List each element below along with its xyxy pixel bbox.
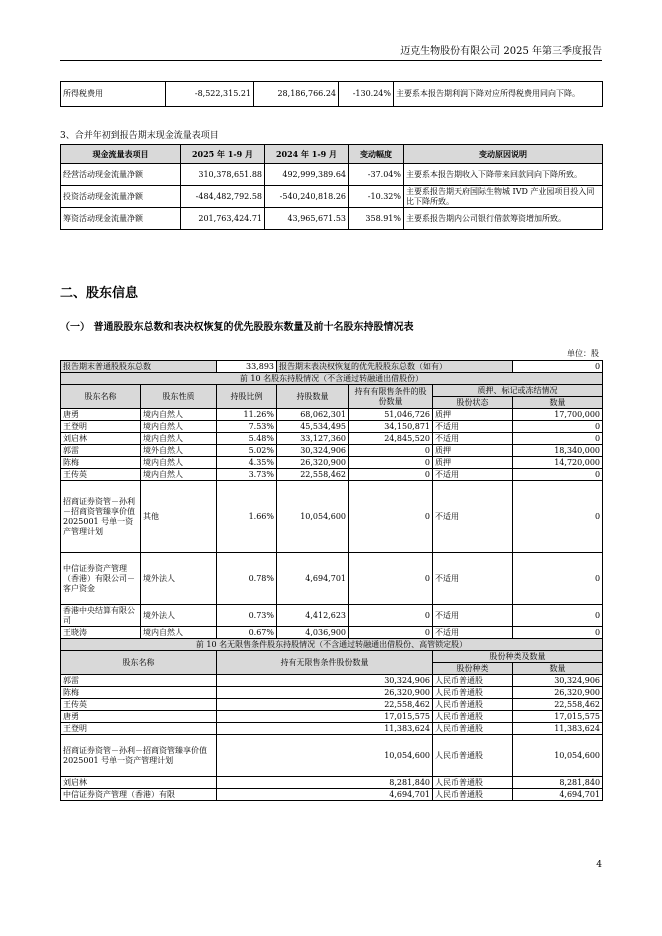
page-number: 4 [596,860,602,870]
type-cell: 人民币普通股 [433,723,513,735]
ratio-cell: 0.67% [217,627,277,639]
subsection-title: （一） 普通股股东总数和表决权恢复的优先股股东数量及前十名股东持股情况表 [60,322,414,333]
qty-cell: 17,015,575 [513,711,603,723]
item-cell: 投资活动现金流量净额 [61,186,181,208]
status-cell: 不适用 [433,433,513,445]
table-row [61,469,603,481]
status-cell: 不适用 [433,481,513,553]
nature-cell: 境外法人 [141,553,217,605]
table-header-row [61,651,603,663]
restricted-cell: 0 [349,553,433,605]
prior-cell: 28,186,766.24 [254,82,339,107]
qty-cell: 0 [513,553,603,605]
name-cell: 陈梅 [61,687,217,699]
type-cell: 人民币普通股 [433,711,513,723]
income-tax-table [60,81,603,107]
table-row [61,421,603,433]
table-section-row [61,373,603,385]
reason-cell: 主要系本报告期收入下降带来回款同向下降所致。 [404,164,603,186]
table-header-row [61,385,603,397]
shares-cell: 26,320,900 [277,457,349,469]
header-cell: 质押、标记或冻结情况 [433,385,603,397]
qty-cell: 30,324,906 [513,675,603,687]
nature-cell: 境内自然人 [141,409,217,421]
qty-cell: 8,281,840 [513,777,603,789]
current-cell: 201,763,424.71 [181,208,265,230]
qty-cell: 17,700,000 [513,409,603,421]
header-cell: 持有有限售条件的股份数量 [349,385,433,409]
type-cell: 人民币普通股 [433,699,513,711]
shares-cell: 33,127,360 [277,433,349,445]
preferred-holders-value: 0 [513,361,603,373]
name-cell: 王晓涛 [61,627,141,639]
table-row [61,164,603,186]
restricted-cell: 0 [349,605,433,627]
name-cell: 郭雷 [61,445,141,457]
name-cell: 中信证券资产管理（香港）有限 [61,789,217,801]
current-cell: 310,378,651.88 [181,164,265,186]
qty-cell: 0 [513,481,603,553]
shares-cell: 10,054,600 [277,481,349,553]
shareholder-table [60,360,603,801]
ratio-cell: 0.78% [217,553,277,605]
table-row [61,481,603,553]
shares-cell: 10,054,600 [217,735,433,777]
restricted-cell: 0 [349,481,433,553]
nature-cell: 境外自然人 [141,445,217,457]
qty-cell: 26,320,900 [513,687,603,699]
header-cell: 持股比例 [217,385,277,409]
nature-cell: 境外法人 [141,605,217,627]
table-row [61,711,603,723]
qty-cell: 0 [513,421,603,433]
qty-cell: 0 [513,605,603,627]
change-cell: -130.24% [339,82,394,107]
header-cell: 变动原因说明 [404,145,603,164]
shares-cell: 45,534,495 [277,421,349,433]
table-row [61,553,603,605]
item-cell: 所得税费用 [61,82,166,107]
item-cell: 经营活动现金流量净额 [61,164,181,186]
shares-cell: 26,320,900 [217,687,433,699]
name-cell: 刘启林 [61,433,141,445]
table-row [61,457,603,469]
header-cell: 股份种类 [433,663,513,675]
change-cell: 358.91% [349,208,404,230]
qty-cell: 4,694,701 [513,789,603,801]
table-row [61,409,603,421]
ratio-cell: 7.53% [217,421,277,433]
name-cell: 招商证券资管－孙利－招商资管臻享价值2025001 号单一资产管理计划 [61,481,141,553]
table-row [61,433,603,445]
table-header-row [61,145,603,164]
header-cell: 股东性质 [141,385,217,409]
prior-cell: -540,240,818.26 [265,186,349,208]
ratio-cell: 3.73% [217,469,277,481]
name-cell: 唐勇 [61,711,217,723]
type-cell: 人民币普通股 [433,789,513,801]
table-row [61,675,603,687]
prior-cell: 43,965,671.53 [265,208,349,230]
shares-cell: 17,015,575 [217,711,433,723]
table-row [61,82,603,107]
table-row [61,777,603,789]
status-cell: 不适用 [433,469,513,481]
ratio-cell: 11.26% [217,409,277,421]
table-row [61,605,603,627]
name-cell: 王传英 [61,469,141,481]
section-title: 二、股东信息 [60,286,139,301]
shares-cell: 4,694,701 [217,789,433,801]
preferred-holders-label: 报告期末表决权恢复的优先股股东总数（如有） [277,361,513,373]
type-cell: 人民币普通股 [433,687,513,699]
nature-cell: 境内自然人 [141,457,217,469]
current-cell: -484,482,792.58 [181,186,265,208]
header-cell: 现金流量表项目 [61,145,181,164]
shares-cell: 8,281,840 [217,777,433,789]
unrestricted-title: 前 10 名无限售条件股东持股情况（不含通过转融通出借股份、高管锁定股） [61,639,603,651]
table-section-row [61,639,603,651]
restricted-cell: 51,046,726 [349,409,433,421]
summary-row [61,361,603,373]
table-row [61,789,603,801]
prior-cell: 492,999,389.64 [265,164,349,186]
page-header: 迈克生物股份有限公司 2025 年第三季度报告 [400,46,602,57]
nature-cell: 境内自然人 [141,421,217,433]
table-row [61,627,603,639]
name-cell: 招商证券资管－孙利－招商资管臻享价值 2025001 号单一资产管理计划 [61,735,217,777]
cash-flow-table [60,144,603,230]
shares-cell: 30,324,906 [217,675,433,687]
name-cell: 刘启林 [61,777,217,789]
name-cell: 唐勇 [61,409,141,421]
change-cell: -10.32% [349,186,404,208]
header-cell: 股东名称 [61,651,217,675]
header-cell: 2025 年 1-9 月 [181,145,265,164]
change-cell: -37.04% [349,164,404,186]
type-cell: 人民币普通股 [433,735,513,777]
qty-cell: 22,558,462 [513,699,603,711]
type-cell: 人民币普通股 [433,675,513,687]
qty-cell: 10,054,600 [513,735,603,777]
name-cell: 王登明 [61,723,217,735]
table-row [61,735,603,777]
item-cell: 筹资活动现金流量净额 [61,208,181,230]
header-cell: 变动幅度 [349,145,404,164]
qty-cell: 0 [513,469,603,481]
status-cell: 不适用 [433,605,513,627]
shares-cell: 22,558,462 [277,469,349,481]
name-cell: 陈梅 [61,457,141,469]
header-cell: 数量 [513,397,603,409]
restricted-cell: 0 [349,469,433,481]
top10-title: 前 10 名股东持股情况（不含通过转融通出借股份） [61,373,603,385]
header-cell: 2024 年 1-9 月 [265,145,349,164]
header-cell: 持股数量 [277,385,349,409]
unit-label: 单位：股 [567,349,599,358]
restricted-cell: 0 [349,457,433,469]
shares-cell: 4,036,900 [277,627,349,639]
shares-cell: 4,694,701 [277,553,349,605]
nature-cell: 其他 [141,481,217,553]
nature-cell: 境内自然人 [141,433,217,445]
header-cell: 股份状态 [433,397,513,409]
status-cell: 质押 [433,445,513,457]
total-holders-value: 33,893 [217,361,277,373]
qty-cell: 0 [513,627,603,639]
name-cell: 中信证券资产管理（香港）有限公司－客户资金 [61,553,141,605]
table-row [61,687,603,699]
header-cell: 持有无限售条件股份数量 [217,651,433,675]
header-divider [60,60,602,61]
shares-cell: 4,412,623 [277,605,349,627]
restricted-cell: 0 [349,627,433,639]
status-cell: 质押 [433,409,513,421]
ratio-cell: 5.48% [217,433,277,445]
qty-cell: 14,720,000 [513,457,603,469]
header-cell: 股东名称 [61,385,141,409]
status-cell: 不适用 [433,627,513,639]
name-cell: 王登明 [61,421,141,433]
name-cell: 香港中央结算有限公司 [61,605,141,627]
reason-cell: 主要系报告期内公司银行借款筹资增加所致。 [404,208,603,230]
reason-cell: 主要系报告期天府国际生物城 IVD 产业园项目投入同比下降所致。 [404,186,603,208]
ratio-cell: 1.66% [217,481,277,553]
table-row [61,208,603,230]
name-cell: 郭雷 [61,675,217,687]
restricted-cell: 24,845,520 [349,433,433,445]
table-row [61,445,603,457]
table-row [61,723,603,735]
ratio-cell: 4.35% [217,457,277,469]
table-row [61,186,603,208]
qty-cell: 0 [513,433,603,445]
header-cell: 数量 [513,663,603,675]
cash-flow-section-title: 3、合并年初到报告期末现金流量表项目 [60,131,219,141]
status-cell: 质押 [433,457,513,469]
ratio-cell: 5.02% [217,445,277,457]
shares-cell: 22,558,462 [217,699,433,711]
current-cell: -8,522,315.21 [166,82,254,107]
type-cell: 人民币普通股 [433,777,513,789]
nature-cell: 境内自然人 [141,627,217,639]
shares-cell: 11,383,624 [217,723,433,735]
header-cell: 股份种类及数量 [433,651,603,663]
name-cell: 王传英 [61,699,217,711]
ratio-cell: 0.73% [217,605,277,627]
qty-cell: 11,383,624 [513,723,603,735]
table-row [61,699,603,711]
reason-cell: 主要系本报告期利润下降对应所得税费用同向下降。 [394,82,603,107]
nature-cell: 境内自然人 [141,469,217,481]
restricted-cell: 34,150,871 [349,421,433,433]
restricted-cell: 0 [349,445,433,457]
total-holders-label: 报告期末普通股股东总数 [61,361,217,373]
status-cell: 不适用 [433,553,513,605]
shares-cell: 30,324,906 [277,445,349,457]
shares-cell: 68,062,301 [277,409,349,421]
qty-cell: 18,340,000 [513,445,603,457]
status-cell: 不适用 [433,421,513,433]
